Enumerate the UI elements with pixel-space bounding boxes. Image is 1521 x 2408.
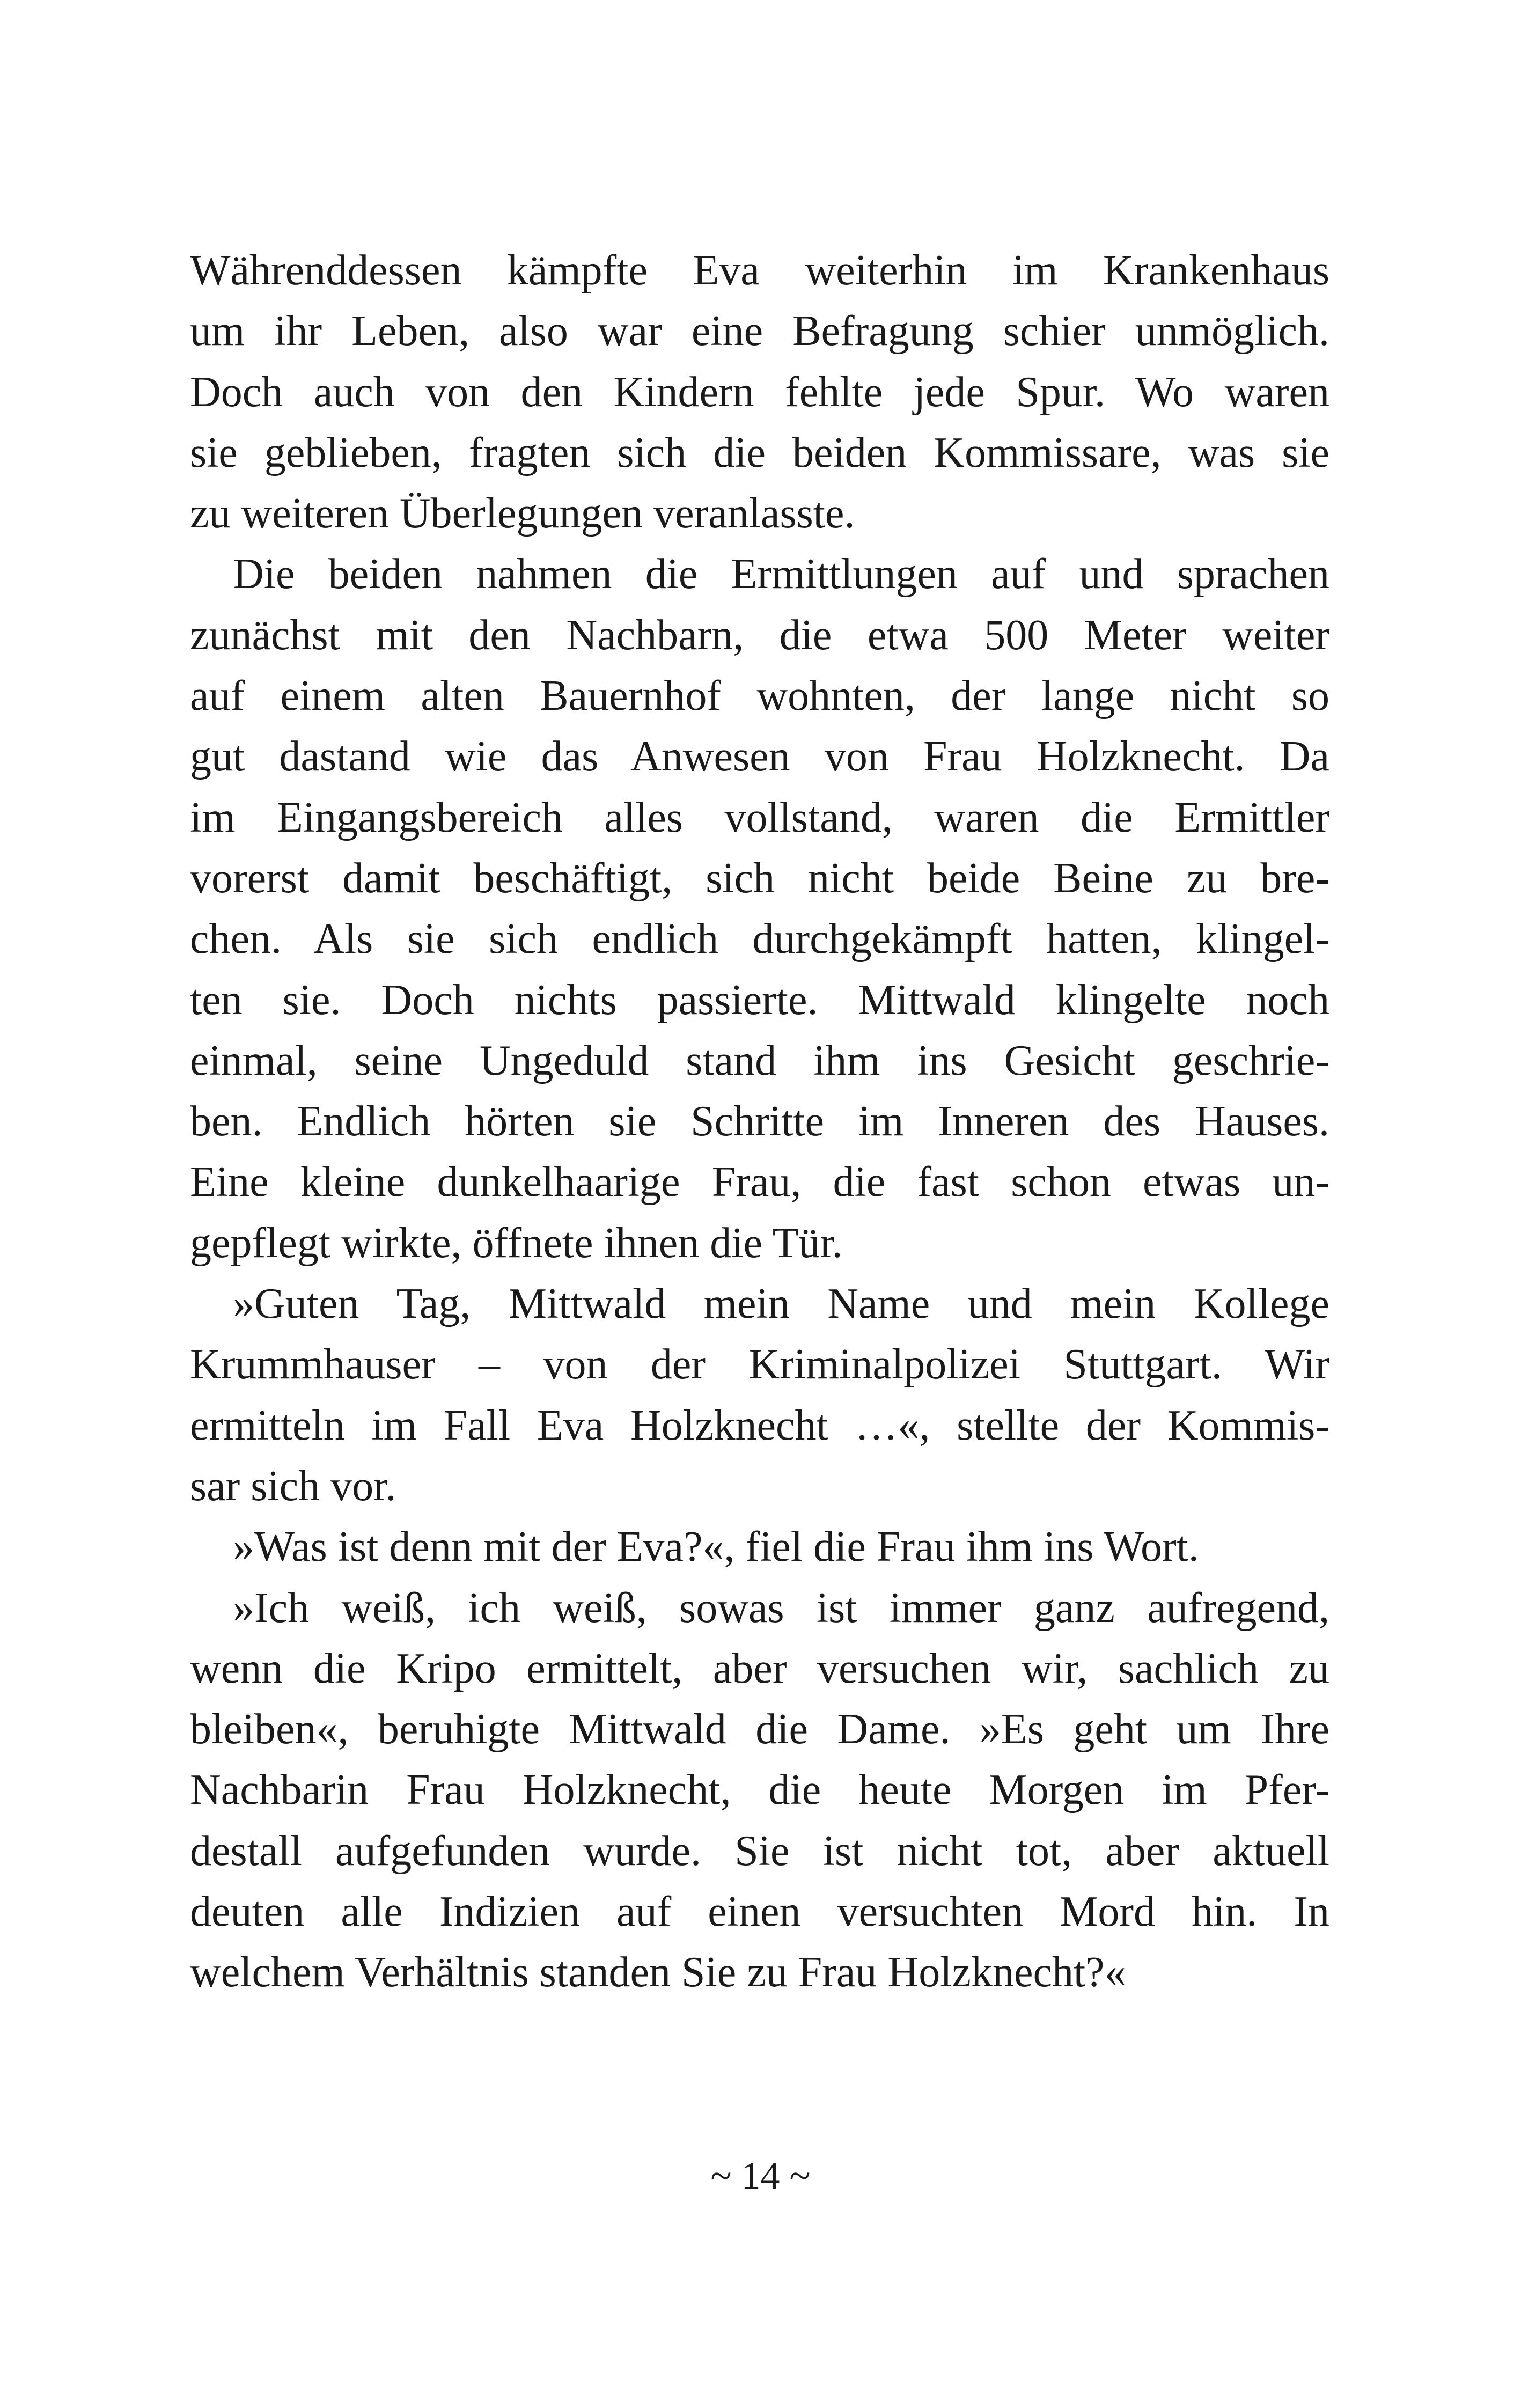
body-text xyxy=(190,240,1329,2003)
page-number: ~ 14 ~ xyxy=(710,2154,811,2197)
text-line: wenn die Kripo ermittelt, aber versuchen wir, sachlich zu xyxy=(190,1645,1329,1692)
text-line: Die beiden nahmen die Ermittlungen auf und sprachen xyxy=(233,550,1329,598)
text-line: bleiben«, beruhigte Mittwald die Dame. »Es geht um Ihre xyxy=(190,1706,1329,1753)
text-line: ten sie. Doch nichts passierte. Mittwald klingelte noch xyxy=(190,976,1329,1024)
text-line: zunächst mit den Nachbarn, die etwa 500 Meter weiter xyxy=(190,611,1329,659)
text-line: ben. Endlich hörten sie Schritte im Inneren des Hauses. xyxy=(190,1098,1329,1146)
text-line: zu weiteren Überlegungen veranlasste. xyxy=(190,490,855,538)
text-line: sie geblieben, fragten sich die beiden Kommissare, was sie xyxy=(190,429,1329,476)
text-line: Eine kleine dunkelhaarige Frau, die fast schon etwas un- xyxy=(190,1158,1329,1206)
text-line: ermitteln im Fall Eva Holzknecht …«, stellte der Kommis- xyxy=(190,1401,1329,1449)
text-line: vorerst damit beschäftigt, sich nicht beide Beine zu bre- xyxy=(190,854,1329,902)
text-line: »Guten Tag, Mittwald mein Name und mein Kollege xyxy=(233,1280,1329,1328)
text-line: Doch auch von den Kindern fehlte jede Spur. Wo waren xyxy=(190,368,1329,416)
text-line: welchem Verhältnis standen Sie zu Frau Holzknecht?« xyxy=(190,1949,1126,1996)
text-line: Krummhauser – von der Kriminalpolizei Stuttgart. Wir xyxy=(190,1341,1329,1389)
text-line: sar sich vor. xyxy=(190,1462,396,1510)
text-line: im Eingangsbereich alles vollstand, waren die Ermittler xyxy=(190,794,1329,841)
text-line: einmal, seine Ungeduld stand ihm ins Gesicht geschrie- xyxy=(190,1037,1329,1084)
text-line: »Ich weiß, ich weiß, sowas ist immer ganz aufregend, xyxy=(233,1584,1329,1632)
text-line: Währenddessen kämpfte Eva weiterhin im Krankenhaus xyxy=(190,247,1329,294)
text-line: gut dastand wie das Anwesen von Frau Holzknecht. Da xyxy=(190,733,1329,781)
text-line: gepflegt wirkte, öffnete ihnen die Tür. xyxy=(190,1219,843,1267)
text-line: um ihr Leben, also war eine Befragung schier unmöglich. xyxy=(190,307,1329,355)
text-line: destall aufgefunden wurde. Sie ist nicht tot, aber aktuell xyxy=(190,1827,1329,1875)
text-line: Nachbarin Frau Holzknecht, die heute Morgen im Pfer- xyxy=(190,1766,1329,1814)
text-line: deuten alle Indizien auf einen versuchten Mord hin. In xyxy=(190,1888,1329,1936)
text-line: »Was ist denn mit der Eva?«, fiel die Frau ihm ins Wort. xyxy=(233,1523,1199,1571)
text-line: chen. Als sie sich endlich durchgekämpft hatten, klingel- xyxy=(190,915,1329,963)
text-line: auf einem alten Bauernhof wohnten, der lange nicht so xyxy=(190,672,1329,720)
